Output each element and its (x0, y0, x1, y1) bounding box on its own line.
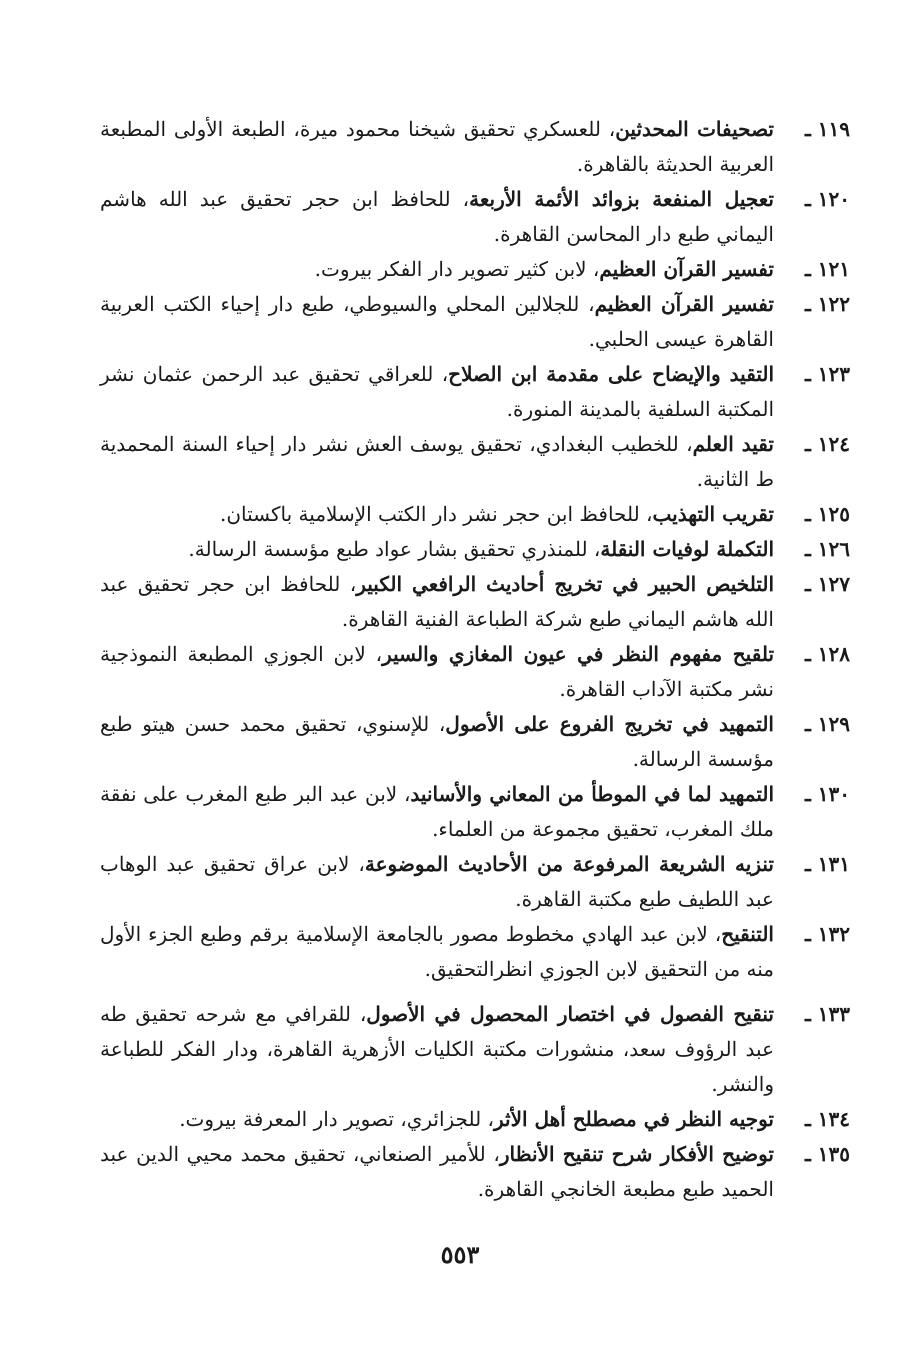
entry-title: تفسير القرآن العظيم (594, 292, 774, 316)
bibliography-entry (100, 532, 850, 567)
bibliography-list (100, 112, 850, 1207)
entry-details: ، لابن كثير تصوير دار الفكر بيروت. (314, 257, 600, 281)
bibliography-entry (100, 707, 850, 777)
bibliography-entry (100, 777, 850, 847)
entry-details: ، للحافظ ابن حجر تحقيق عبد الله هاشم اليماني طبع دار المحاسن القاهرة. (100, 187, 774, 246)
entry-number: ١٢٦ ـ (804, 537, 850, 561)
entry-title: التكملة لوفيات النقلة (600, 537, 774, 561)
entry-number: ١٢٥ ـ (804, 502, 850, 526)
entry-number: ١٣٠ ـ (804, 782, 850, 806)
entry-number: ١٢٤ ـ (804, 432, 850, 456)
entry-title: التلخيص الحبير في تخريج أحاديث الرافعي الكبير (356, 572, 775, 596)
entry-number: ١٢٠ ـ (804, 187, 850, 211)
entry-details: ، لابن عبد الهادي مخطوط مصور بالجامعة الإسلامية برقم وطبع الجزء الأول منه من التحقيق لابن الجوزي انظرالتحقيق. (100, 922, 774, 981)
bibliography-entry (100, 182, 850, 252)
entry-details: ، للعسكري تحقيق شيخنا محمود ميرة، الطبعة الأولى المطبعة العربية الحديثة بالقاهرة. (100, 117, 774, 176)
entry-details: ، للمنذري تحقيق بشار عواد طبع مؤسسة الرسالة. (188, 537, 601, 561)
bibliography-entry (100, 357, 850, 427)
bibliography-entry (100, 1137, 850, 1207)
entry-details: ، للخطيب البغدادي، تحقيق يوسف العش نشر دار إحياء السنة المحمدية ط الثانية. (100, 432, 774, 491)
entry-details: ، للأمير الصنعاني، تحقيق محمد محيي الدين عبد الحميد طبع مطبعة الخانجي القاهرة. (100, 1142, 774, 1201)
entry-title: التمهيد لما في الموطأ من المعاني والأسانيد (410, 782, 775, 806)
entry-title: تصحيفات المحدثين (615, 117, 774, 141)
entry-number: ١٢٨ ـ (804, 642, 850, 666)
entry-number: ١٣٤ ـ (804, 1107, 850, 1131)
bibliography-entry (100, 427, 850, 497)
entry-title: تفسير القرآن العظيم (599, 257, 774, 281)
page-number: ٥٥٣ (440, 1240, 480, 1269)
entry-number: ١٣٥ ـ (804, 1142, 850, 1166)
entry-number: ١١٩ ـ (804, 117, 850, 141)
entry-number: ١٣٣ ـ (804, 1002, 850, 1026)
entry-details: ، للجزائري، تصوير دار المعرفة بيروت. (179, 1107, 494, 1131)
entry-details: ، للحافظ ابن حجر نشر دار الكتب الإسلامية باكستان. (220, 502, 653, 526)
entry-title: تقريب التهذيب (652, 502, 774, 526)
entry-title: التمهيد في تخريج الفروع على الأصول (445, 712, 774, 736)
bibliography-entry (100, 637, 850, 707)
entry-number: ١٣٢ ـ (804, 922, 850, 946)
bibliography-entry (100, 497, 850, 532)
entry-title: تقيد العلم (692, 432, 774, 456)
entry-number: ١٢٧ ـ (804, 572, 850, 596)
entry-details: ، لابن عبد البر طبع المغرب على نفقة ملك المغرب، تحقيق مجموعة من العلماء. (100, 782, 774, 841)
entry-details: ، لابن الجوزي المطبعة النموذجية نشر مكتبة الآداب القاهرة. (100, 642, 774, 701)
entry-number: ١٢٣ ـ (804, 362, 850, 386)
entry-title: تلقيح مفهوم النظر في عيون المغازي والسير (382, 642, 775, 666)
bibliography-entry (100, 252, 850, 287)
entry-title: التقيد والإيضاح على مقدمة ابن الصلاح (448, 362, 775, 386)
entry-title: تعجيل المنفعة بزوائد الأئمة الأربعة (469, 187, 774, 211)
bibliography-entry (100, 112, 850, 182)
entry-details: ، للحافظ ابن حجر تحقيق عبد الله هاشم اليماني طبع شركة الطباعة الفنية القاهرة. (100, 572, 774, 631)
entry-details: ، للعراقي تحقيق عبد الرحمن عثمان نشر المكتبة السلفية بالمدينة المنورة. (100, 362, 774, 421)
bibliography-entry (100, 1102, 850, 1137)
entry-title: التنقيح (721, 922, 774, 946)
entry-details: ، للإسنوي، تحقيق محمد حسن هيتو طبع مؤسسة الرسالة. (100, 712, 774, 771)
entry-details: ، للجلالين المحلي والسيوطي، طبع دار إحياء الكتب العربية القاهرة عيسى الحلبي. (100, 292, 774, 351)
entry-title: تنقيح الفصول في اختصار المحصول في الأصول (366, 1002, 774, 1026)
entry-title: توضيح الأفكار شرح تنقيح الأنظار (499, 1142, 774, 1166)
entry-number: ١٢٩ ـ (804, 712, 850, 736)
bibliography-entry (100, 917, 850, 987)
entry-number: ١٢٢ ـ (804, 292, 850, 316)
bibliography-entry (100, 287, 850, 357)
bibliography-entry (100, 567, 850, 637)
entry-number: ١٣١ ـ (804, 852, 850, 876)
bibliography-entry (100, 997, 850, 1102)
entry-details: ، للقرافي مع شرحه تحقيق طه عبد الرؤوف سعد، منشورات مكتبة الكليات الأزهرية القاهرة، ودار الفكر للطباعة والنشر. (100, 1002, 774, 1096)
entry-number: ١٢١ ـ (804, 257, 850, 281)
bibliography-entry (100, 847, 850, 917)
entry-title: تنزيه الشريعة المرفوعة من الأحاديث الموضوعة (364, 852, 774, 876)
entry-title: توجيه النظر في مصطلح أهل الأثر (494, 1107, 774, 1131)
entry-details: ، لابن عراق تحقيق عبد الوهاب عبد اللطيف طبع مكتبة القاهرة. (100, 852, 774, 911)
